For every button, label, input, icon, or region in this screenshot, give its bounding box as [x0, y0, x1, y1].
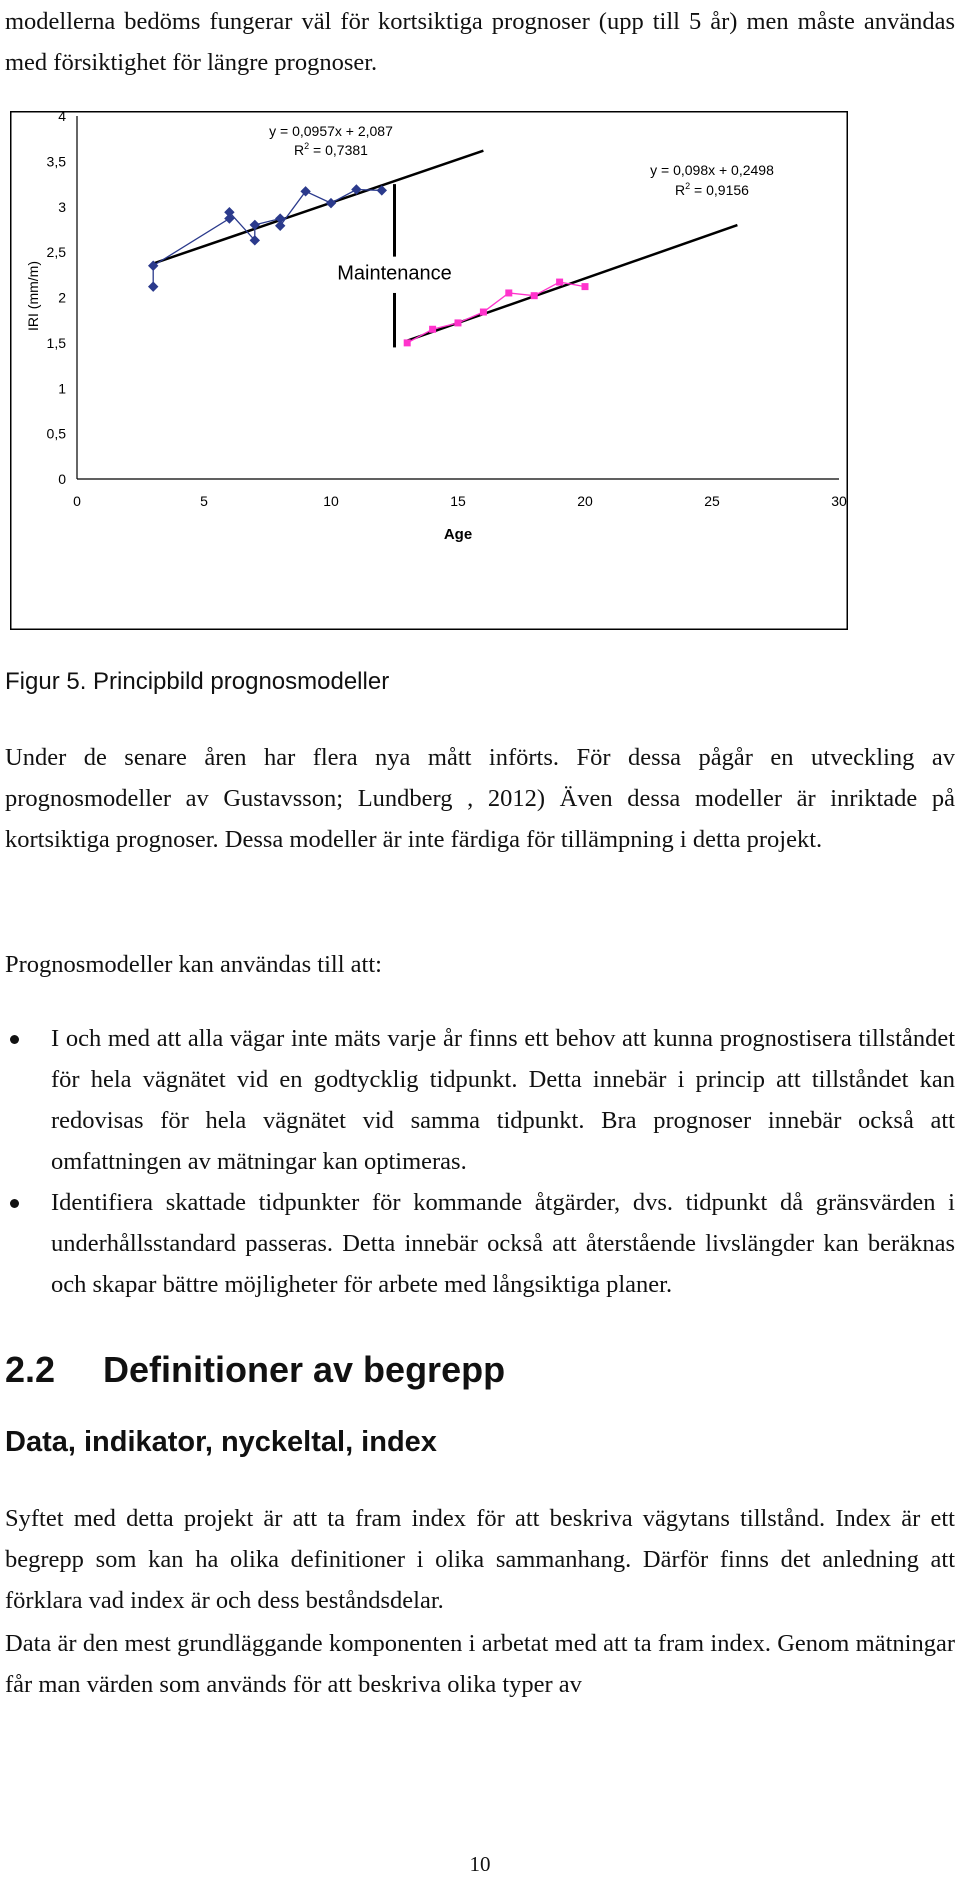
maintenance-label: Maintenance	[337, 262, 452, 285]
data-point	[582, 283, 589, 290]
section-title: Definitioner av begrepp	[103, 1349, 506, 1390]
section-number: 2.2	[5, 1349, 56, 1390]
x-tick-label: 10	[323, 493, 339, 509]
section-heading	[5, 1348, 505, 1392]
x-tick-label: 5	[200, 493, 208, 509]
y-tick-label: 3	[58, 198, 66, 215]
chart-svg	[10, 111, 848, 630]
x-axis-label: Age	[443, 526, 473, 543]
bullet-icon	[10, 1035, 19, 1044]
bullet-icon	[10, 1199, 19, 1208]
page-number: 10	[469, 1852, 491, 1876]
x-tick-label: 0	[73, 493, 81, 509]
y-tick-label: 2	[58, 289, 66, 306]
y-tick-label: 1	[58, 380, 66, 397]
bullet-text: I och med att alla vägar inte mäts varje år finns ett behov att kunna prognostisera tillståndet för hela vägnätet vid en godtycklig tidpunkt. Detta innebär i princip att tillståndet kan redovisas för hela vägnätet vid samma tidpunkt. Bra prognoser innebär också att omfattningen av mätningar kan optimeras.	[51, 1025, 955, 1175]
intro-paragraph: modellerna bedöms fungerar väl för kortsiktiga prognoser (upp till 5 år) men måste användas med försiktighet för längre prognoser.	[5, 8, 955, 76]
r2-value: = 0,9156	[690, 181, 749, 198]
r2-superscript: 2	[304, 141, 310, 152]
list-item	[5, 1182, 955, 1305]
data-point	[505, 289, 512, 296]
list-item	[5, 1018, 955, 1182]
y-tick-label: 1,5	[46, 334, 66, 351]
paragraph-2: Prognosmodeller kan användas till att:	[5, 951, 382, 978]
trendline-equation: y = 0,0957x + 2,087	[269, 122, 393, 139]
paragraph-1: Under de senare åren har flera nya mått införts. För dessa pågår en utveckling av prognosmodeller av Gustavsson; Lundberg , 2012) Även dessa modeller är inriktade på kortsiktiga prognoser. Dessa modeller är inte färdiga för tillämpning i detta projekt.	[5, 744, 955, 853]
trendline-equation: y = 0,098x + 0,2498	[650, 161, 774, 178]
paragraph-3: Syftet med detta projekt är att ta fram index för att beskriva vägytans tillstånd. Index är ett begrepp som kan ha olika definitioner i olika sammanhang. Därför finns det anledning att förklara vad index är och dess beståndsdelar.	[5, 1505, 955, 1614]
y-axis-label: IRI (mm/m)	[25, 261, 41, 331]
figure-caption: Figur 5. Principbild prognosmodeller	[5, 668, 390, 695]
r2-prefix: R	[675, 181, 686, 198]
subsection-heading: Data, indikator, nyckeltal, index	[5, 1426, 437, 1458]
r2-prefix: R	[294, 142, 305, 159]
y-tick-label: 0	[58, 471, 66, 487]
r2-value: = 0,7381	[309, 142, 368, 159]
paragraph-4: Data är den mest grundläggande komponenten i arbetat med att ta fram index. Genom mätningar får man värden som används för att beskriva olika typer av	[5, 1630, 955, 1698]
bullet-text: Identifiera skattade tidpunkter för kommande åtgärder, dvs. tidpunkt då gränsvärden i underhållsstandard passeras. Detta innebär också att återstående livslängder kan beräknas och skapar bättre möjligheter för arbete med långsiktiga planer.	[51, 1189, 955, 1298]
bullet-list	[5, 1018, 955, 1305]
y-tick-label: 2,5	[46, 244, 66, 261]
y-tick-label: 3,5	[46, 153, 66, 170]
y-tick-label: 4	[58, 111, 66, 124]
x-tick-label: 20	[577, 493, 593, 509]
data-point	[531, 292, 538, 299]
data-point	[429, 326, 436, 333]
r2-superscript: 2	[685, 180, 691, 191]
data-point	[556, 279, 563, 286]
data-point	[480, 309, 487, 316]
x-tick-label: 15	[450, 493, 466, 509]
data-point	[404, 339, 411, 346]
x-tick-label: 30	[831, 493, 847, 509]
data-point	[455, 319, 462, 326]
y-tick-label: 0,5	[46, 425, 66, 442]
x-tick-label: 25	[704, 493, 720, 509]
chart-figure	[10, 111, 848, 630]
